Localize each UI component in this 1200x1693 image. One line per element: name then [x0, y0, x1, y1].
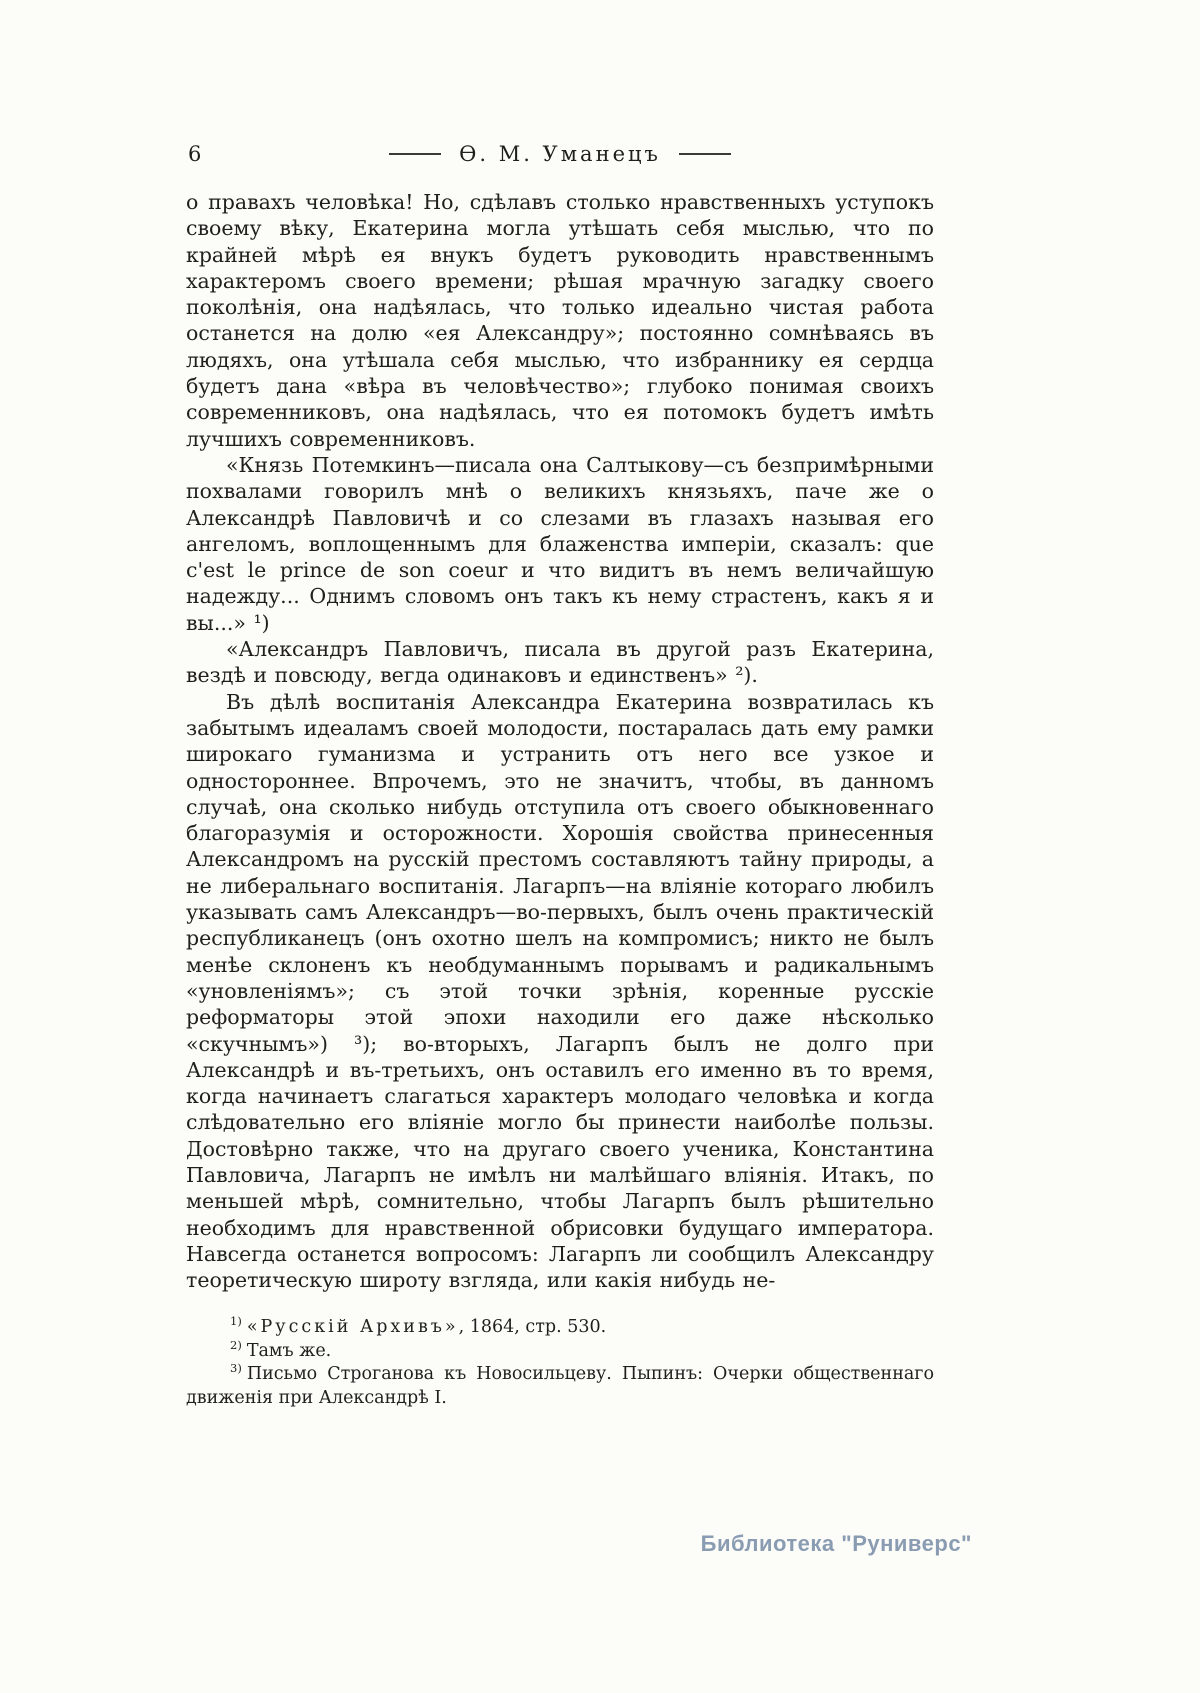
footnote-1-lead: «Русскій Архивъ»	[246, 1317, 459, 1337]
footnote-2-lead: Тамъ же.	[246, 1340, 332, 1361]
running-title: Ѳ. М. Уманецъ	[459, 142, 661, 166]
footnote-1	[186, 1316, 934, 1340]
footnotes-section	[186, 1316, 934, 1410]
footnote-2-marker: 2)	[230, 1337, 242, 1352]
paragraph-2: «Князь Потемкинъ—писала она Салтыкову—съ безпримѣрными похвалами говорилъ мнѣ о великихъ князьяхъ, паче же о Александрѣ Павловичѣ и со слезами въ глазахъ называя его ангеломъ, воплощеннымъ для блаженства имперіи, сказалъ: que c'est le prince de son coeur и что видитъ въ немъ величайшую надежду... Однимъ словомъ онъ такъ къ нему страстенъ, какъ я и вы...» ¹)	[186, 452, 934, 635]
paragraph-4: Въ дѣлѣ воспитанія Александра Екатерина возвратилась къ забытымъ идеаламъ своей молодости, постаралась дать ему рамки широкаго гуманизма и устранить отъ него все узкое и одностороннее. Впрочемъ, это не значитъ, чтобы, въ данномъ случаѣ, она сколько нибудь отступила отъ своего обыкновеннаго благоразумія и осторожности. Хорошія свойства принесенныя Александромъ на русскій престомъ составляютъ тайну природы, а не либеральнаго воспитанія. Лагарпъ—на вліяніе котораго любилъ указывать самъ Александръ—во-первыхъ, былъ очень практическій республиканецъ (онъ охотно шелъ на компромисъ; никто не былъ менѣе склоненъ къ необдуманнымъ порывамъ и радикальнымъ «уновленіямъ»; съ этой точки зрѣнія, коренные русскіе реформаторы этой эпохи находили его даже нѣсколько «скучнымъ») ³); во-вторыхъ, Лагарпъ былъ не долго при Александрѣ и въ-третьихъ, онъ оставилъ его именно въ то время, когда начинаетъ слагаться характеръ молодаго человѣка и когда слѣдовательно его вліяніе могло бы принести наиболѣе пользы. Достовѣрно также, что на другаго своего ученика, Константина Павловича, Лагарпъ не имѣлъ ни малѣйшаго вліянія. Итакъ, по меньшей мѣрѣ, сомнительно, чтобы Лагарпъ былъ рѣшительно необходимъ для нравственной обрисовки будущаго императора. Навсегда останется вопросомъ: Лагарпъ ли сообщилъ Александру теоретическую широту взгляда, или какія нибудь не-	[186, 689, 934, 1293]
page-header	[186, 142, 934, 172]
title-rule-left-icon	[389, 153, 441, 155]
title-rule-right-icon	[679, 153, 731, 155]
footnote-3-marker: 3)	[230, 1361, 242, 1376]
footnote-2	[186, 1337, 934, 1364]
running-head-center	[186, 142, 934, 166]
footnote-1-text: , 1864, стр. 530.	[458, 1317, 607, 1337]
library-watermark: Библиотека "Руниверс"	[700, 1531, 972, 1556]
footnote-3	[186, 1363, 934, 1410]
paragraph-3: «Александръ Павловичъ, писала въ другой разъ Екатерина, вездѣ и повсюду, вегда одинаковъ и единственъ» ²).	[186, 637, 934, 688]
footnote-3-text: Письмо Строганова къ Новосильцеву. Пыпинъ: Очерки общественнаго движенія при Александрѣ I.	[186, 1364, 934, 1408]
paragraph-1: о правахъ человѣка! Но, сдѣлавъ столько нравственныхъ уступокъ своему вѣку, Екатерина могла утѣшать себя мыслью, что по крайней мѣрѣ ея внукъ будетъ руководить нравственнымъ характеромъ своего времени; рѣшая мрачную загадку своего поколѣнія, она надѣялась, что только идеально чистая работа останется на долю «ея Александру»; постоянно сомнѣваясь въ людяхъ, она утѣшала себя мыслью, что избраннику ея сердца будетъ дана «вѣра въ человѣчество»; глубоко понимая своихъ современниковъ, она надѣялась, что ея потомокъ будетъ имѣть лучшихъ современниковъ.	[186, 190, 934, 451]
footnote-1-marker: 1)	[230, 1314, 242, 1329]
page-number: 6	[188, 142, 202, 166]
body-text	[186, 189, 934, 1293]
